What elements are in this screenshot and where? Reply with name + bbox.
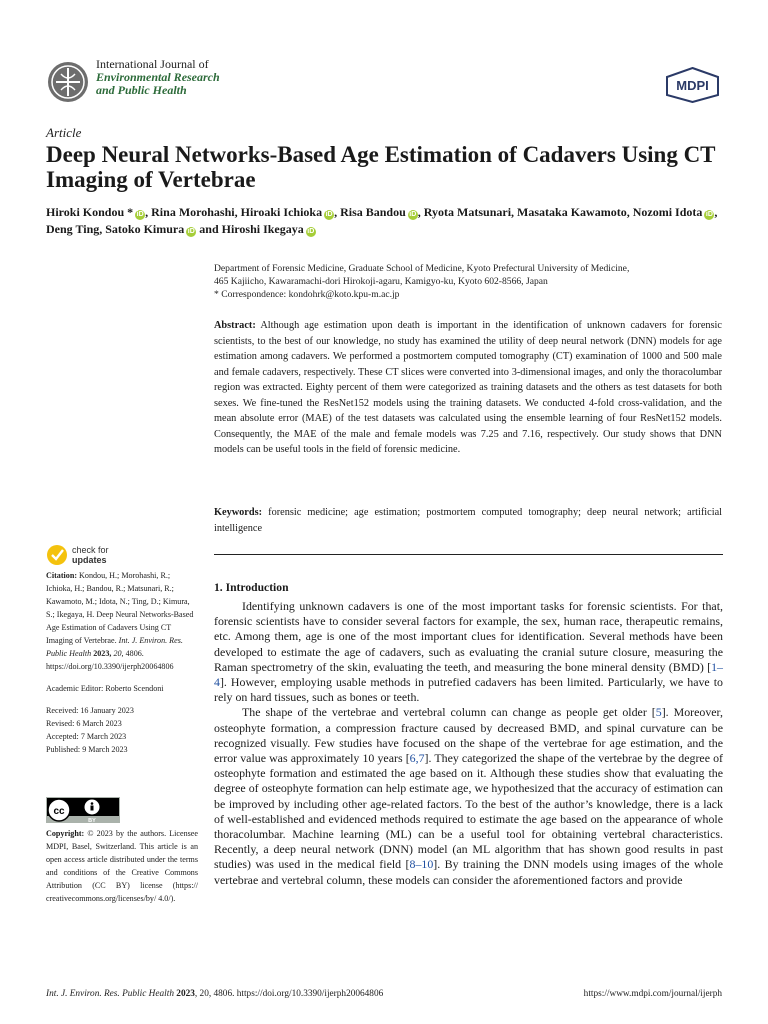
correspondence: * Correspondence: kondohrk@koto.kpu-m.ac.jp bbox=[214, 289, 400, 300]
author-name: Hiroshi Ikegaya bbox=[221, 222, 304, 236]
check-updates-line2: updates bbox=[72, 555, 107, 565]
footer-doi[interactable]: , 20, 4806. https://doi.org/10.3390/ijerph20064806 bbox=[194, 989, 384, 999]
article-sidebar bbox=[46, 569, 198, 756]
paragraph-2 bbox=[214, 705, 723, 887]
orcid-icon[interactable]: iD bbox=[409, 211, 417, 218]
cc-by-label: BY bbox=[88, 818, 96, 823]
footer-year: 2023 bbox=[173, 989, 195, 999]
cc-by-license-icon[interactable] bbox=[46, 797, 120, 823]
author-separator: and bbox=[196, 222, 222, 236]
citation-link[interactable]: 1–4 bbox=[214, 659, 723, 690]
author-name: Hiroaki Ichioka bbox=[240, 205, 323, 219]
check-updates-line1: check for bbox=[72, 545, 109, 555]
author-name: Satoko Kimura bbox=[105, 222, 185, 236]
article-type: Article bbox=[46, 125, 82, 140]
journal-logo-icon bbox=[46, 60, 90, 104]
section-divider bbox=[214, 554, 723, 555]
introduction-body bbox=[214, 599, 723, 888]
date-accepted: Accepted: 7 March 2023 bbox=[46, 732, 127, 741]
author-name: Deng Ting bbox=[46, 222, 100, 236]
journal-name-line3: and Public Health bbox=[96, 83, 187, 97]
abstract-text: Although age estimation upon death is important in the identification of unknown cadavers for forensic scientists, to the best of our knowledge, no study has examined the utility of deep neural network (DNN) models for age estimation among cadavers. We performed a postmortem computed tomography (CT) examination of 1000 and 500 male and female cadavers, respectively. These CT slices were converted into 3-dimensional images, and only the thoracolumbar region was extracted. Eighty percent of them were categorized as training datasets and the others as test datasets for both sexes. We fine-tuned the ResNet152 models using the training datasets. We conducted 4-fold cross-validation, and the mean absolute error (MAE) of the test datasets was calculated using the ensemble learning of four ResNet152 models. Consequently, the MAE of the male and female models was 7.25 and 7.16, respectively. Our study shows that DNN models can be useful tools in the field of forensic medicine. bbox=[214, 320, 722, 455]
affiliation bbox=[214, 262, 724, 301]
keywords-label: Keywords: bbox=[214, 507, 263, 518]
date-revised: Revised: 6 March 2023 bbox=[46, 719, 122, 728]
author-name: Hiroki Kondou * bbox=[46, 205, 134, 219]
keywords bbox=[214, 505, 722, 536]
orcid-icon[interactable]: iD bbox=[136, 211, 144, 218]
mdpi-logo-icon bbox=[664, 67, 721, 103]
academic-editor: Academic Editor: Roberto Scendoni bbox=[46, 684, 164, 693]
author-separator: , bbox=[626, 205, 633, 219]
affiliation-line2: 465 Kajiicho, Kawaramachi-dori Hirokoji-agaru, Kamigyo-ku, Kyoto 602-8566, Japan bbox=[214, 276, 548, 287]
author-name: Nozomi Idota bbox=[632, 205, 703, 219]
citation-link[interactable]: 5 bbox=[655, 705, 662, 720]
citation-year: 2023, bbox=[91, 649, 114, 658]
orcid-icon[interactable]: iD bbox=[307, 228, 315, 235]
date-received: Received: 16 January 2023 bbox=[46, 706, 134, 715]
paragraph-1-text-cont: ]. However, employing usable methods in putrefied cadavers has been limited. Particularly, we have to rely on hard tissues, such as bones or teeth. bbox=[214, 675, 723, 705]
author-name: Risa Bandou bbox=[340, 205, 406, 219]
journal-name-line1: International Journal of bbox=[96, 57, 209, 71]
author-name: Rina Morohashi bbox=[151, 205, 235, 219]
copyright-label: Copyright: bbox=[46, 829, 85, 838]
journal-name bbox=[96, 58, 220, 97]
author-separator: , bbox=[714, 205, 718, 219]
author-name: Masataka Kawamoto bbox=[517, 205, 627, 219]
author-separator: , bbox=[417, 205, 424, 219]
citation-doi[interactable]: , 4806. https://doi.org/10.3390/ijerph20064806 bbox=[46, 649, 174, 671]
author-separator: , bbox=[511, 205, 518, 219]
author-name: Ryota Matsunari bbox=[423, 205, 512, 219]
paper-title: Deep Neural Networks-Based Age Estimation of Cadavers Using CT Imaging of Vertebrae bbox=[46, 142, 716, 192]
footer-journal: Int. J. Environ. Res. Public Health bbox=[46, 989, 174, 999]
affiliation-line1: Department of Forensic Medicine, Graduate School of Medicine, Kyoto Prefectural University of Medicine, bbox=[214, 263, 630, 274]
author-separator: , bbox=[145, 205, 152, 219]
footer-citation bbox=[46, 989, 383, 999]
abstract-label: Abstract: bbox=[214, 320, 256, 331]
citation-link[interactable]: 6,7 bbox=[409, 751, 425, 766]
paragraph-1-text: Identifying unknown cadavers is one of the most important tasks for forensic scientists. For that, forensic scientists have to consider several factors for example, the sex, human race, therapeutic remains, etc. Among them, age is one of the most important clues for identification. Several methods have been developed to estimate the age of cadavers, such as evaluating the cranial suture closure, measuring the Raman spectrometry of the skin, evaluating the teeth, and measuring the bone mineral density (BMD) [ bbox=[214, 599, 723, 674]
orcid-icon[interactable]: iD bbox=[187, 228, 195, 235]
footer-journal-url[interactable]: https://www.mdpi.com/journal/ijerph bbox=[583, 989, 722, 999]
paragraph-2-text-cont: ]. They categorized the shape of the vertebrae by the degree of osteophyte formation and estimated the age based on it. Although these studies show that evaluating the degree of osteophyte formation can help estimate age, we hypothesized that the accuracy of estimation can be improved by including other age-related factors. To the best of the author’s knowledge, there is a lack of well-established and evidenced methods required to estimate the age based on the appearance of whole thoracolumbar. Machine learning (ML) can be a useful tool for obtaining vertebral characteristics. Recently, a deep neural network (DNN) model (an ML algorithm that has shown good results in past studies) was used in the medical field [ bbox=[214, 751, 723, 872]
orcid-icon[interactable]: iD bbox=[325, 211, 333, 218]
copyright-text: © 2023 by the authors. Licensee MDPI, Basel, Switzerland. This article is an open access article distributed under the terms and conditions of the Creative Commons Attribution (CC BY) license (https:// creativecommons.org/licenses/by/ 4.0/). bbox=[46, 829, 198, 903]
author-separator: , bbox=[99, 222, 106, 236]
paragraph-2-text-cont: ]. By training the DNN models using images of the whole vertebrae and vertebral column, these models can consider the aforementioned factors and provide bbox=[214, 857, 724, 887]
citation-volume: 20 bbox=[113, 649, 122, 658]
paragraph-2-text: The shape of the vertebrae and vertebral column can change as people get older [ bbox=[242, 705, 656, 720]
journal-name-line2: Environmental Research bbox=[96, 70, 220, 84]
citation-link[interactable]: 8–10 bbox=[409, 857, 434, 872]
paragraph-2-text-cont: ]. Moreover, osteophyte formation, a compression fracture caused by decreased BMD, and spinal curvature can be recognized visually. Few studies have focused on the shape of the vertebrae for age estimation, and the error value was approximately 10 years [ bbox=[214, 705, 723, 766]
citation-text: Kondou, H.; Morohashi, R.; Ichioka, H.; Bandou, R.; Matsunari, R.; Kawamoto, M.; Idota, N.; Ting, D.; Kimura, S.; Ikegaya, H. Deep Neural Networks-Based Age Estimation of Cadavers Using CT Imaging of Vertebrae. bbox=[46, 571, 194, 645]
citation-label: Citation: bbox=[46, 571, 78, 580]
date-published: Published: 9 March 2023 bbox=[46, 745, 128, 754]
mdpi-logo-text: MDPI bbox=[676, 78, 709, 93]
author-separator: , bbox=[234, 205, 241, 219]
author-separator: , bbox=[334, 205, 341, 219]
orcid-icon[interactable]: iD bbox=[705, 211, 713, 218]
paragraph-1 bbox=[214, 599, 723, 705]
svg-text:cc: cc bbox=[53, 806, 65, 817]
citation-journal: Int. J. Environ. Res. Public Health bbox=[46, 636, 183, 658]
section-heading-introduction: 1. Introduction bbox=[214, 581, 289, 594]
citation bbox=[46, 569, 198, 673]
copyright bbox=[46, 827, 198, 905]
abstract bbox=[214, 318, 722, 458]
author-list bbox=[46, 204, 726, 238]
keywords-text: forensic medicine; age estimation; postmortem computed tomography; deep neural network; artificial intelligence bbox=[214, 507, 722, 534]
check-for-updates-icon[interactable] bbox=[46, 543, 136, 567]
